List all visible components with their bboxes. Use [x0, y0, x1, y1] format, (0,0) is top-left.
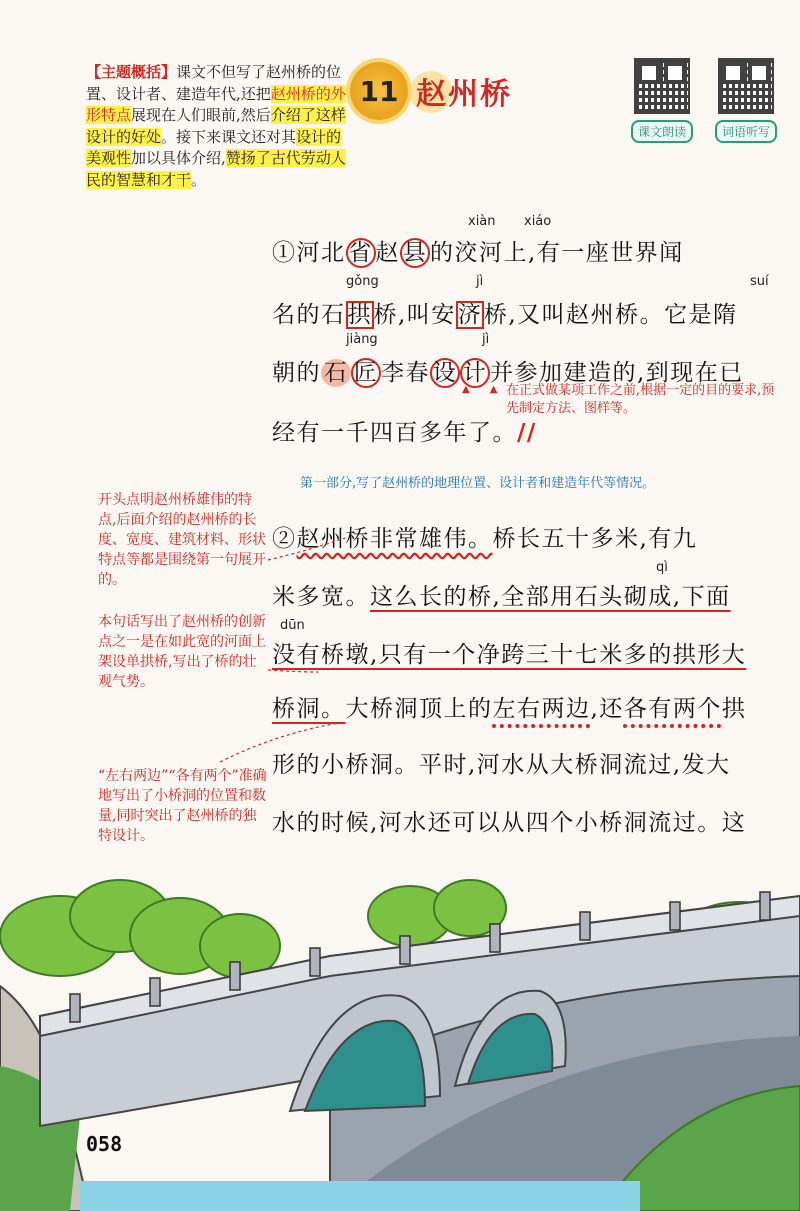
marked-char: 石	[321, 359, 351, 387]
lesson-title	[350, 62, 512, 120]
text-line: 桥洞。大桥洞顶上的左右两边,还各有两个拱	[272, 696, 747, 722]
side-note-2: 本句话写出了赵州桥的创新点之一是在如此宽的河面上架设单拱桥,写出了桥的壮观气势。	[98, 614, 266, 690]
qr-dictation[interactable]	[714, 58, 778, 143]
marked-char: 济	[457, 302, 483, 328]
text-line: 经有一千四百多年了。//	[272, 419, 537, 446]
marked-char: 拱	[347, 302, 372, 328]
text-line: 名的石拱桥,叫安济桥,又叫赵州桥。它是隋	[272, 302, 738, 328]
summary-text: 课文不但写了赵州桥的位置、设计者、建造年代,还把	[86, 63, 342, 103]
pinyin: suí	[750, 274, 769, 289]
side-note-1: 开头点明赵州桥雄伟的特点,后面介绍的赵州桥的长度、宽度、建筑材料、形状特点等都是围绕第一句展开的。	[98, 492, 266, 588]
summary-highlight: 介绍了这样设计的好处	[86, 106, 346, 146]
qr-label[interactable]: 课文朗读	[631, 120, 693, 143]
summary-tag: 【主题概括】	[86, 63, 177, 81]
pinyin: jì	[476, 274, 484, 289]
section-summary-note: 第一部分,写了赵州桥的地理位置、设计者和建造年代等情况。	[300, 476, 656, 491]
definition-note: 在正式做某项工作之前,根据一定的目的要求,预先制定方法、图样等。	[506, 383, 775, 416]
pinyin: qì	[656, 560, 668, 575]
lesson-number: 11	[350, 62, 408, 120]
summary-text: 加以具体介绍,	[131, 149, 226, 167]
marked-char: 省	[346, 238, 376, 268]
summary-text: 。接下来课文还对其	[161, 127, 297, 146]
text-line: 朝的 石 匠 李春 设 计 并参加建造的,到现在已	[272, 360, 744, 386]
qr-reading[interactable]	[630, 58, 694, 143]
marked-char: 匠	[351, 358, 381, 388]
topic-summary	[86, 62, 346, 191]
summary-highlight: 赞扬了古代劳动人民的智慧和才干	[86, 149, 346, 189]
summary-highlight: 赵州桥的外形特点	[86, 84, 346, 124]
side-note-3: “左右两边”“各有两个”准确地写出了小桥洞的位置和数量,同时突出了赵州桥的独特设计。	[98, 768, 267, 844]
text-line: 形的小桥洞。平时,河水从大桥洞流过,发大	[272, 752, 731, 778]
marked-char: 县	[400, 238, 430, 268]
pinyin: jiàng	[346, 332, 378, 347]
marked-char: 设	[430, 358, 460, 388]
summary-text: 展现在人们眼前,然后	[131, 106, 271, 124]
summary-highlight: 设计的美观性	[86, 127, 342, 167]
qr-code-icon[interactable]	[634, 58, 690, 114]
zhaozhou-bridge-illustration	[0, 866, 800, 1211]
pinyin: xiáo	[524, 214, 552, 229]
pinyin: jì	[482, 332, 490, 347]
pinyin: gǒng	[346, 274, 379, 289]
qr-code-icon[interactable]	[718, 58, 774, 114]
text-line: 水的时候,河水还可以从四个小桥洞流过。这	[272, 810, 747, 836]
page-number: 058	[86, 1132, 123, 1156]
summary-text: 。	[191, 170, 207, 189]
section-break-mark: //	[517, 419, 537, 446]
pinyin: dūn	[280, 618, 305, 633]
text-line: ②赵州桥非常雄伟。桥长五十多米,有九	[272, 526, 698, 552]
qr-label[interactable]: 词语听写	[715, 120, 777, 143]
lesson-title-text: 赵州桥	[414, 69, 512, 113]
text-line: 没有桥墩,只有一个净跨三十七米多的拱形大	[272, 642, 747, 668]
text-line: 米多宽。这么长的桥,全部用石头砌成,下面	[272, 584, 731, 610]
pinyin: xiàn	[468, 214, 496, 229]
triangle-marks: ▲▲	[462, 384, 518, 395]
marked-char: 计	[460, 358, 490, 388]
text-line: ①河北 省 赵 县 的洨河上,有一座世界闻	[272, 240, 684, 266]
